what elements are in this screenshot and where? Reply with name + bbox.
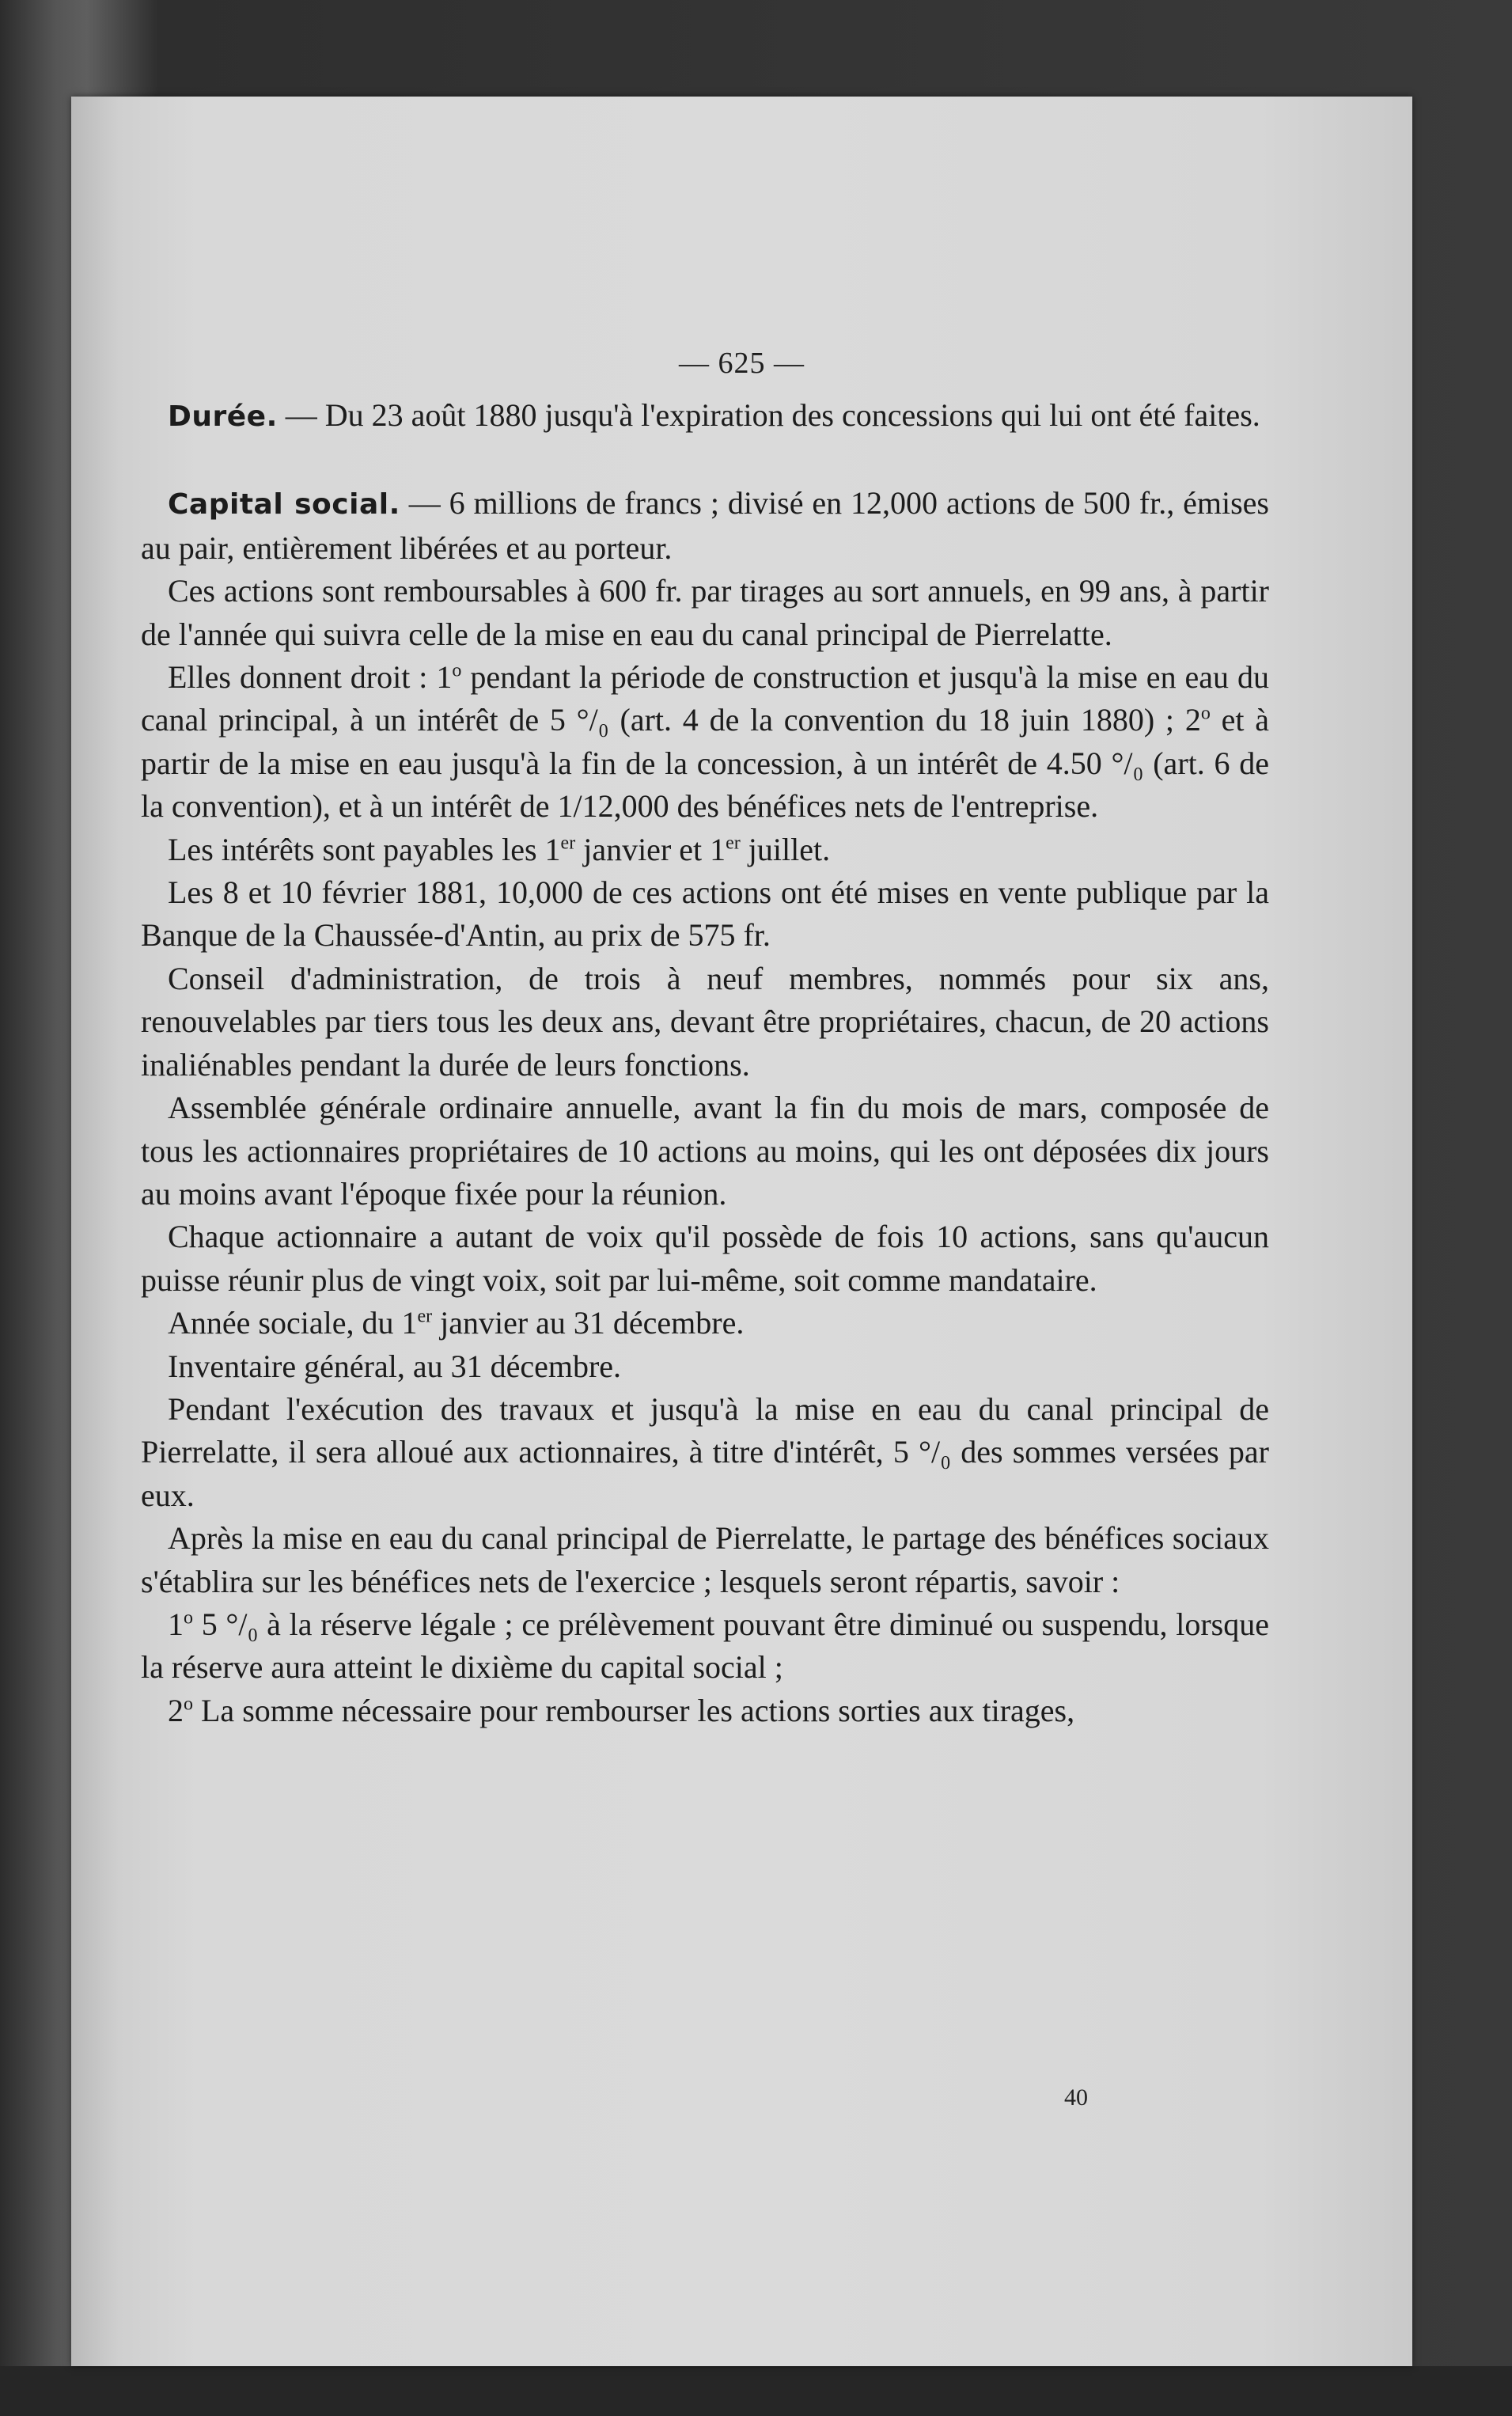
page-number: — 625 — <box>679 347 805 380</box>
ordinal-superscript: o <box>184 1607 193 1629</box>
ordinal-superscript: o <box>1200 704 1211 725</box>
paragraph-interets <box>141 829 1269 871</box>
paragraph-partage: Après la mise en eau du canal principal de Pierrelatte, le partage des bénéfices sociaux s'établira sur les bénéfices nets de l'exercice ; lesquels seront répartis, savoir : <box>141 1520 1269 1599</box>
paragraph-annee-sociale <box>141 1302 1269 1345</box>
text-run: Les intérêts sont payables les 1 <box>168 831 561 867</box>
text-run: 2 <box>168 1692 184 1728</box>
text-run: La somme nécessaire pour rembourser les actions sorties aux tirages, <box>193 1692 1075 1728</box>
paragraph-reserve-legale <box>141 1603 1269 1690</box>
text-run: 1 <box>168 1606 184 1642</box>
paragraph-capital-social <box>141 482 1269 570</box>
text-run: janvier au 31 décembre. <box>432 1305 745 1341</box>
section-heading-capital-social: Capital social. <box>168 488 400 522</box>
text-run: 5 °/₀ à la réserve légale ; ce prélèvement pouvant être diminué ou suspendu, lorsque la réserve aura atteint le dixième du capital social ; <box>141 1606 1269 1686</box>
text-run: juillet. <box>740 831 831 867</box>
paragraph-remboursement-actions <box>141 1690 1269 1732</box>
paragraph-remboursement: Ces actions sont remboursables à 600 fr. par tirages au sort annuels, en 99 ans, à partir de l'année qui suivra celle de la mise en eau du canal principal de Pierrelatte. <box>141 573 1269 652</box>
text-run: janvier et 1 <box>575 831 726 867</box>
ordinal-superscript: er <box>560 833 576 854</box>
ordinal-superscript: o <box>452 660 462 681</box>
signature-mark: 40 <box>1064 2084 1088 2111</box>
paragraph-duree <box>141 394 1269 438</box>
paragraph-vente-publique: Les 8 et 10 février 1881, 10,000 de ces actions ont été mises en vente publique par la Banque de la Chaussée-d'Antin, au prix de 575 fr. <box>141 874 1269 954</box>
paragraph-assemblee: Assemblée générale ordinaire annuelle, avant la fin du mois de mars, composée de tous les actionnaires propriétaires de 10 actions au moins, qui les ont déposées dix jours au moins avant l'époque fixée pour la réunion. <box>141 1090 1269 1212</box>
ordinal-superscript: er <box>726 833 741 854</box>
ordinal-superscript: er <box>417 1306 433 1327</box>
text-run: et à partir de la mise en eau jusqu'à la fin de la concession, à un intérêt de 4.50 °/₀ (art. 6 de la convention), et à un intérêt de 1/12,000 des bénéfices nets de l'entreprise. <box>141 702 1270 825</box>
paragraph-voix: Chaque actionnaire a autant de voix qu'il possède de fois 10 actions, sans qu'aucun puisse réunir plus de vingt voix, soit par lui-même, soit comme mandataire. <box>141 1219 1269 1298</box>
paragraph-travaux: Pendant l'exécution des travaux et jusqu'à la mise en eau du canal principal de Pierrelatte, il sera alloué aux actionnaires, à titre d'intérêt, 5 °/₀ des sommes versées par eux. <box>141 1390 1269 1513</box>
ordinal-superscript: o <box>184 1693 193 1715</box>
text-run: pendant la période de construction et jusqu'à la mise en eau du canal principal, à un intérêt de 5 °/₀ (art. 4 de la convention du 18 juin 1880) ; 2 <box>141 659 1269 738</box>
text-run: Elles donnent droit : 1 <box>168 659 453 696</box>
section-text-duree: — Du 23 août 1880 jusqu'à l'expiration des concessions qui lui ont été faites. <box>285 397 1260 433</box>
scan-background <box>0 2366 1512 2416</box>
section-heading-duree: Durée. <box>168 400 278 433</box>
section-text-capital-social: — 6 millions de francs ; divisé en 12,000 actions de 500 fr., émises au pair, entièrement libérées et au porteur. <box>141 485 1269 566</box>
paragraph-conseil: Conseil d'administration, de trois à neuf membres, nommés pour six ans, renouvelables par tiers tous les deux ans, devant être propriétaires, chacun, de 20 actions inaliénables pendant la durée de leurs fonctions. <box>141 960 1269 1083</box>
page-body <box>141 394 1269 1732</box>
book-page <box>71 97 1412 2366</box>
paragraph-droits <box>141 656 1269 829</box>
paragraph-inventaire: Inventaire général, au 31 décembre. <box>168 1348 622 1384</box>
text-run: Année sociale, du 1 <box>168 1305 418 1341</box>
